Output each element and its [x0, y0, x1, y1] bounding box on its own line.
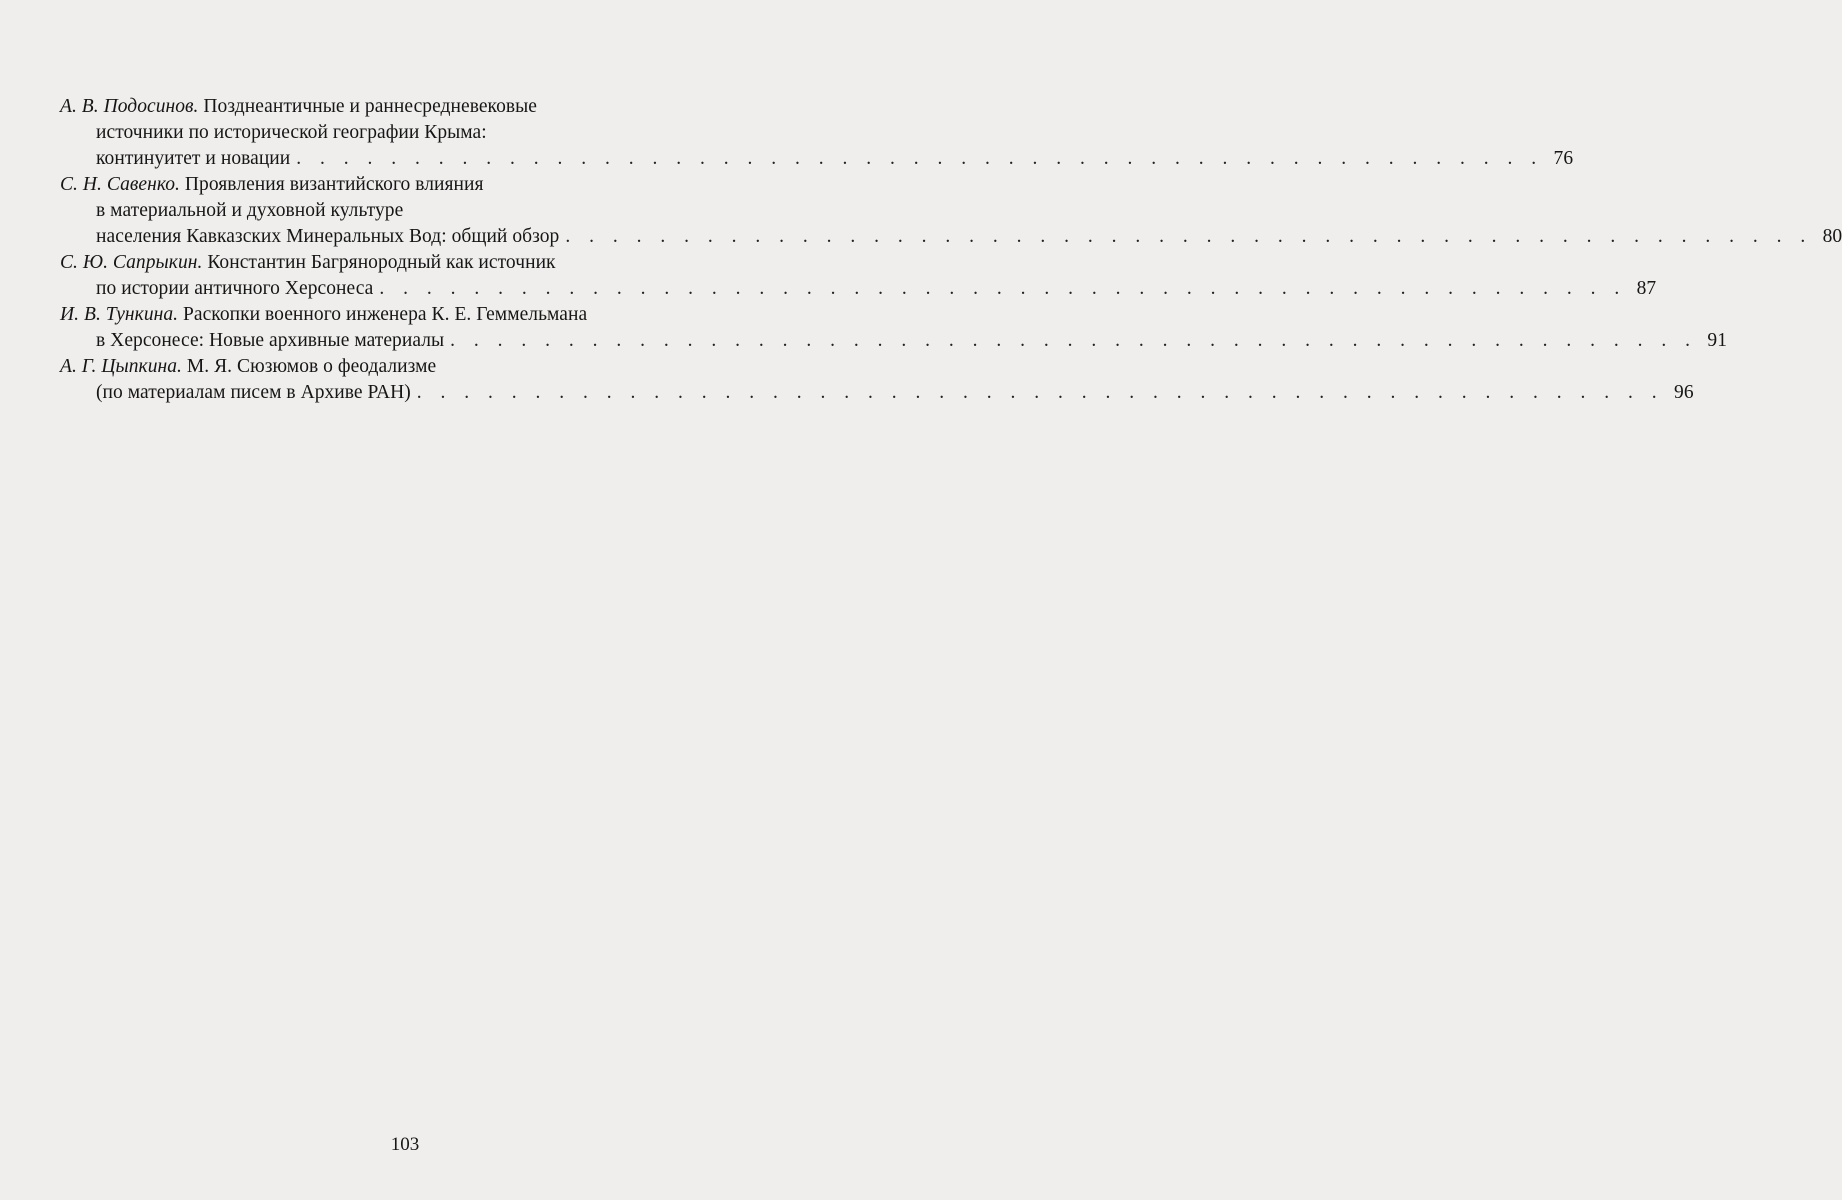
toc-entry-title-end: континуитет и новации	[96, 148, 291, 169]
toc-entry	[60, 354, 1694, 406]
toc-entry-title-end: по истории античного Херсонеса	[96, 278, 374, 299]
toc-entry-title-end: населения Кавказских Минеральных Вод: общий обзор	[96, 226, 560, 247]
toc-entry-title-continuation: в материальной и духовной культуре	[96, 200, 404, 221]
toc-entry-title-end: (по материалам писем в Архиве РАН)	[96, 382, 411, 403]
toc-entry-author: А. Г. Цыпкина.	[60, 356, 182, 377]
toc-entry	[60, 172, 1842, 250]
dot-leader: . . . . . . . . . . . . . . . . . . . . . . . . . . . . . . . . . . . . . . . . . . . . . . . . . . . . .	[565, 226, 1813, 247]
toc-entry-first-line	[60, 94, 700, 120]
toc-entry-last-line	[60, 380, 1694, 406]
toc-entry-author: А. В. Подосинов.	[60, 96, 199, 117]
toc-entry-title-end: в Херсонесе: Новые архивные материалы	[96, 330, 445, 351]
toc-entry-last-line	[60, 276, 1657, 302]
toc-entry	[60, 250, 1657, 302]
toc-entry-first-line	[60, 172, 700, 198]
toc-entry	[60, 94, 1574, 172]
toc-entry-title: Раскопки военного инженера К. Е. Геммельмана	[178, 304, 588, 325]
toc-entry-title: Проявления византийского влияния	[179, 174, 484, 195]
toc-entry-first-line	[60, 250, 700, 276]
toc-entry-last-line	[60, 224, 1842, 250]
toc-entry-page-number[interactable]: 87	[1636, 278, 1657, 299]
toc-entry-page-number[interactable]: 80	[1822, 226, 1842, 247]
toc-entry-title-continuation: источники по исторической географии Крыма:	[96, 122, 487, 143]
table-of-contents	[60, 94, 1842, 406]
page-number: 103	[390, 1134, 420, 1155]
toc-entry-page-number[interactable]: 91	[1707, 330, 1728, 351]
toc-entry-last-line	[60, 146, 1574, 172]
toc-entry-page-number[interactable]: 96	[1674, 382, 1694, 403]
toc-entry-last-line	[60, 328, 1728, 354]
toc-entry-author: И. В. Тункина.	[60, 304, 179, 325]
toc-entry-page-number[interactable]: 76	[1553, 148, 1574, 169]
toc-entry-author: С. Н. Савенко.	[60, 174, 180, 195]
toc-entry-title: Константин Багрянородный как источник	[202, 252, 556, 273]
toc-entry-first-line	[60, 354, 700, 380]
toc-entry	[60, 302, 1728, 354]
toc-entry-first-line	[60, 302, 700, 328]
toc-entry-title: Позднеантичные и раннесредневековые	[198, 96, 538, 117]
toc-entry-author: С. Ю. Сапрыкин.	[60, 252, 203, 273]
toc-entry-title: М. Я. Сюзюмов о феодализме	[181, 356, 437, 377]
dot-leader: . . . . . . . . . . . . . . . . . . . . . . . . . . . . . . . . . . . . . . . . . . . . . . . . . . . . .	[450, 330, 1698, 351]
dot-leader: . . . . . . . . . . . . . . . . . . . . . . . . . . . . . . . . . . . . . . . . . . . . . . . . . . . . .	[296, 148, 1544, 169]
dot-leader: . . . . . . . . . . . . . . . . . . . . . . . . . . . . . . . . . . . . . . . . . . . . . . . . . . . . .	[416, 382, 1664, 403]
dot-leader: . . . . . . . . . . . . . . . . . . . . . . . . . . . . . . . . . . . . . . . . . . . . . . . . . . . . .	[379, 278, 1627, 299]
